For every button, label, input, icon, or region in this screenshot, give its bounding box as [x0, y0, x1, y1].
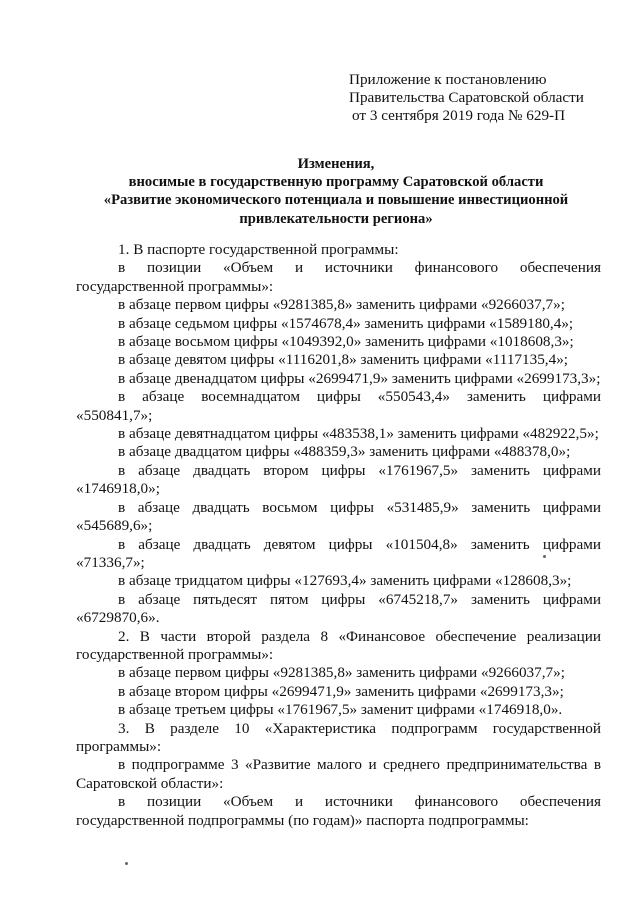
appendix-line-1: Приложение к постановлению: [349, 71, 547, 88]
paragraph: в абзаце двадцатом цифры «488359,3» заменить цифрами «488378,0»;: [118, 443, 571, 461]
paragraph: в абзаце двадцать девятом цифры «101504,8» заменить цифрами «71336,7»;: [76, 535, 601, 571]
title-line-2: вносимые в государственную программу Саратовской области: [128, 174, 544, 191]
paragraph: в абзаце пятьдесят пятом цифры «6745218,7» заменить цифрами «6729870,6».: [76, 590, 601, 627]
scan-dot: [543, 555, 546, 558]
paragraph: в абзаце восемнадцатом цифры «550543,4» заменить цифрами «550841,7»;: [76, 388, 601, 424]
document-title: [76, 155, 596, 228]
paragraph: в абзаце девятнадцатом цифры «483538,1» заменить цифрами «482922,5»;: [118, 425, 599, 443]
appendix-line-2: Правительства Саратовской области: [349, 89, 584, 106]
paragraph: в абзаце двенадцатом цифры «2699471,9» заменить цифрами «2699173,3»;: [118, 369, 601, 387]
appendix-header: [349, 71, 609, 125]
paragraph: в абзаце втором цифры «2699471,9» заменить цифрами «2699173,3»;: [118, 682, 564, 700]
paragraph: в абзаце седьмом цифры «1574678,4» заменить цифрами «1589180,4»;: [118, 314, 574, 332]
document-body: [76, 241, 601, 830]
paragraph: в позиции «Объем и источники финансового обеспечения государственной подпрограммы (по годам)» паспорта подпрограммы:: [76, 793, 601, 829]
paragraph: в абзаце первом цифры «9281385,8» заменить цифрами «9266037,7»;: [118, 664, 565, 682]
paragraph: 2. В части второй раздела 8 «Финансовое обеспечение реализации государственной программы»:: [76, 627, 601, 663]
appendix-line-3: от 3 сентября 2019 года № 629-П: [352, 107, 566, 124]
paragraph: в абзаце третьем цифры «1761967,5» заменит цифрами «1746918,0».: [118, 701, 563, 719]
title-line-1: Изменения,: [297, 156, 375, 172]
paragraph: в подпрограмме 3 «Развитие малого и среднего предпринимательства в Саратовской области»:: [76, 756, 601, 792]
paragraph: в абзаце тридцатом цифры «127693,4» заменить цифрами «128608,3»;: [118, 572, 572, 590]
paragraph: в абзаце двадцать восьмом цифры «531485,9» заменить цифрами «545689,6»;: [76, 498, 601, 535]
paragraph: в абзаце восьмом цифры «1049392,0» заменить цифрами «1018608,3»;: [118, 333, 574, 351]
title-line-3: «Развитие экономического потенциала и повышение инвестиционной: [103, 192, 569, 209]
paragraph: в абзаце первом цифры «9281385,8» заменить цифрами «9266037,7»;: [118, 296, 565, 314]
paragraph: в абзаце двадцать втором цифры «1761967,5» заменить цифрами «1746918,0»;: [76, 461, 601, 498]
paragraph: 1. В паспорте государственной программы:: [118, 241, 399, 258]
title-line-4: привлекательности региона»: [239, 210, 433, 227]
scan-dot: [125, 862, 128, 865]
paragraph: в абзаце девятом цифры «1116201,8» заменить цифрами «1117135,4»;: [118, 351, 569, 369]
paragraph: в позиции «Объем и источники финансового обеспечения государственной программы»:: [76, 259, 601, 295]
paragraph: 3. В разделе 10 «Характеристика подпрограмм государственной программы»:: [76, 719, 601, 755]
